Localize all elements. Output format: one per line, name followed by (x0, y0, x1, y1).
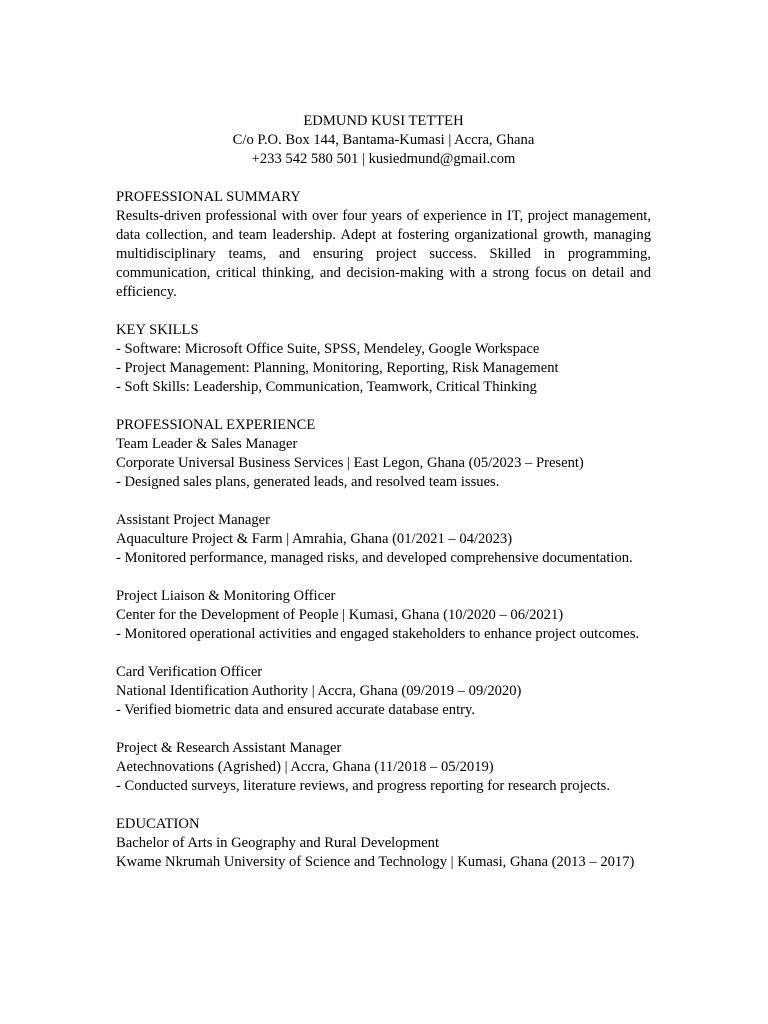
skill-item-project-management: - Project Management: Planning, Monitoring, Reporting, Risk Management (116, 360, 559, 376)
skills-heading: KEY SKILLS (116, 322, 199, 338)
job-description: - Conducted surveys, literature reviews, and progress reporting for research projects. (116, 778, 610, 794)
skill-item-software: - Software: Microsoft Office Suite, SPSS, Mendeley, Google Workspace (116, 341, 540, 357)
summary-text: Results-driven professional with over four years of experience in IT, project management, data collection, and team leadership. Adept at fostering organizational growth, managing multidisciplinary teams, and ensuring project success. Skilled in programming, communication, critical thinking, and decision-making with a strong focus on detail and efficiency. (116, 208, 651, 300)
job-description: - Monitored operational activities and engaged stakeholders to enhance project outcomes. (116, 626, 640, 642)
job-description: - Monitored performance, managed risks, and developed comprehensive documentation. (116, 550, 633, 566)
job-title: Card Verification Officer (116, 664, 263, 680)
experience-entry (116, 511, 651, 568)
job-organization: Center for the Development of People | Kumasi, Ghana (10/2020 – 06/2021) (116, 607, 564, 623)
experience-entry (116, 663, 651, 720)
job-description: - Designed sales plans, generated leads, and resolved team issues. (116, 474, 500, 490)
summary-heading: PROFESSIONAL SUMMARY (116, 189, 301, 205)
education-heading: EDUCATION (116, 816, 200, 832)
job-organization: Corporate Universal Business Services | East Legon, Ghana (05/2023 – Present) (116, 455, 584, 471)
experience-heading: PROFESSIONAL EXPERIENCE (116, 417, 316, 433)
job-organization: National Identification Authority | Accra, Ghana (09/2019 – 09/2020) (116, 683, 522, 699)
job-description: - Verified biometric data and ensured accurate database entry. (116, 702, 475, 718)
candidate-address: C/o P.O. Box 144, Bantama-Kumasi | Accra, Ghana (232, 132, 535, 148)
job-title: Team Leader & Sales Manager (116, 436, 298, 452)
skills-section (116, 321, 651, 397)
resume-content (116, 112, 651, 872)
candidate-contact: +233 542 580 501 | kusiedmund@gmail.com (251, 151, 516, 167)
job-title: Project Liaison & Monitoring Officer (116, 588, 336, 604)
job-organization: Aquaculture Project & Farm | Amrahia, Ghana (01/2021 – 04/2023) (116, 531, 513, 547)
candidate-name: EDMUND KUSI TETTEH (303, 113, 464, 129)
job-organization: Aetechnovations (Agrished) | Accra, Ghana (11/2018 – 05/2019) (116, 759, 494, 775)
summary-section (116, 188, 651, 302)
experience-entry (116, 435, 651, 492)
job-title: Assistant Project Manager (116, 512, 271, 528)
experience-entry (116, 587, 651, 644)
education-school: Kwame Nkrumah University of Science and Technology | Kumasi, Ghana (2013 – 2017) (116, 854, 635, 870)
experience-section (116, 416, 651, 796)
resume-header (116, 112, 651, 169)
education-section (116, 815, 651, 872)
education-degree: Bachelor of Arts in Geography and Rural Development (116, 835, 440, 851)
job-title: Project & Research Assistant Manager (116, 740, 342, 756)
experience-entry (116, 739, 651, 796)
skill-item-soft-skills: - Soft Skills: Leadership, Communication, Teamwork, Critical Thinking (116, 379, 537, 395)
